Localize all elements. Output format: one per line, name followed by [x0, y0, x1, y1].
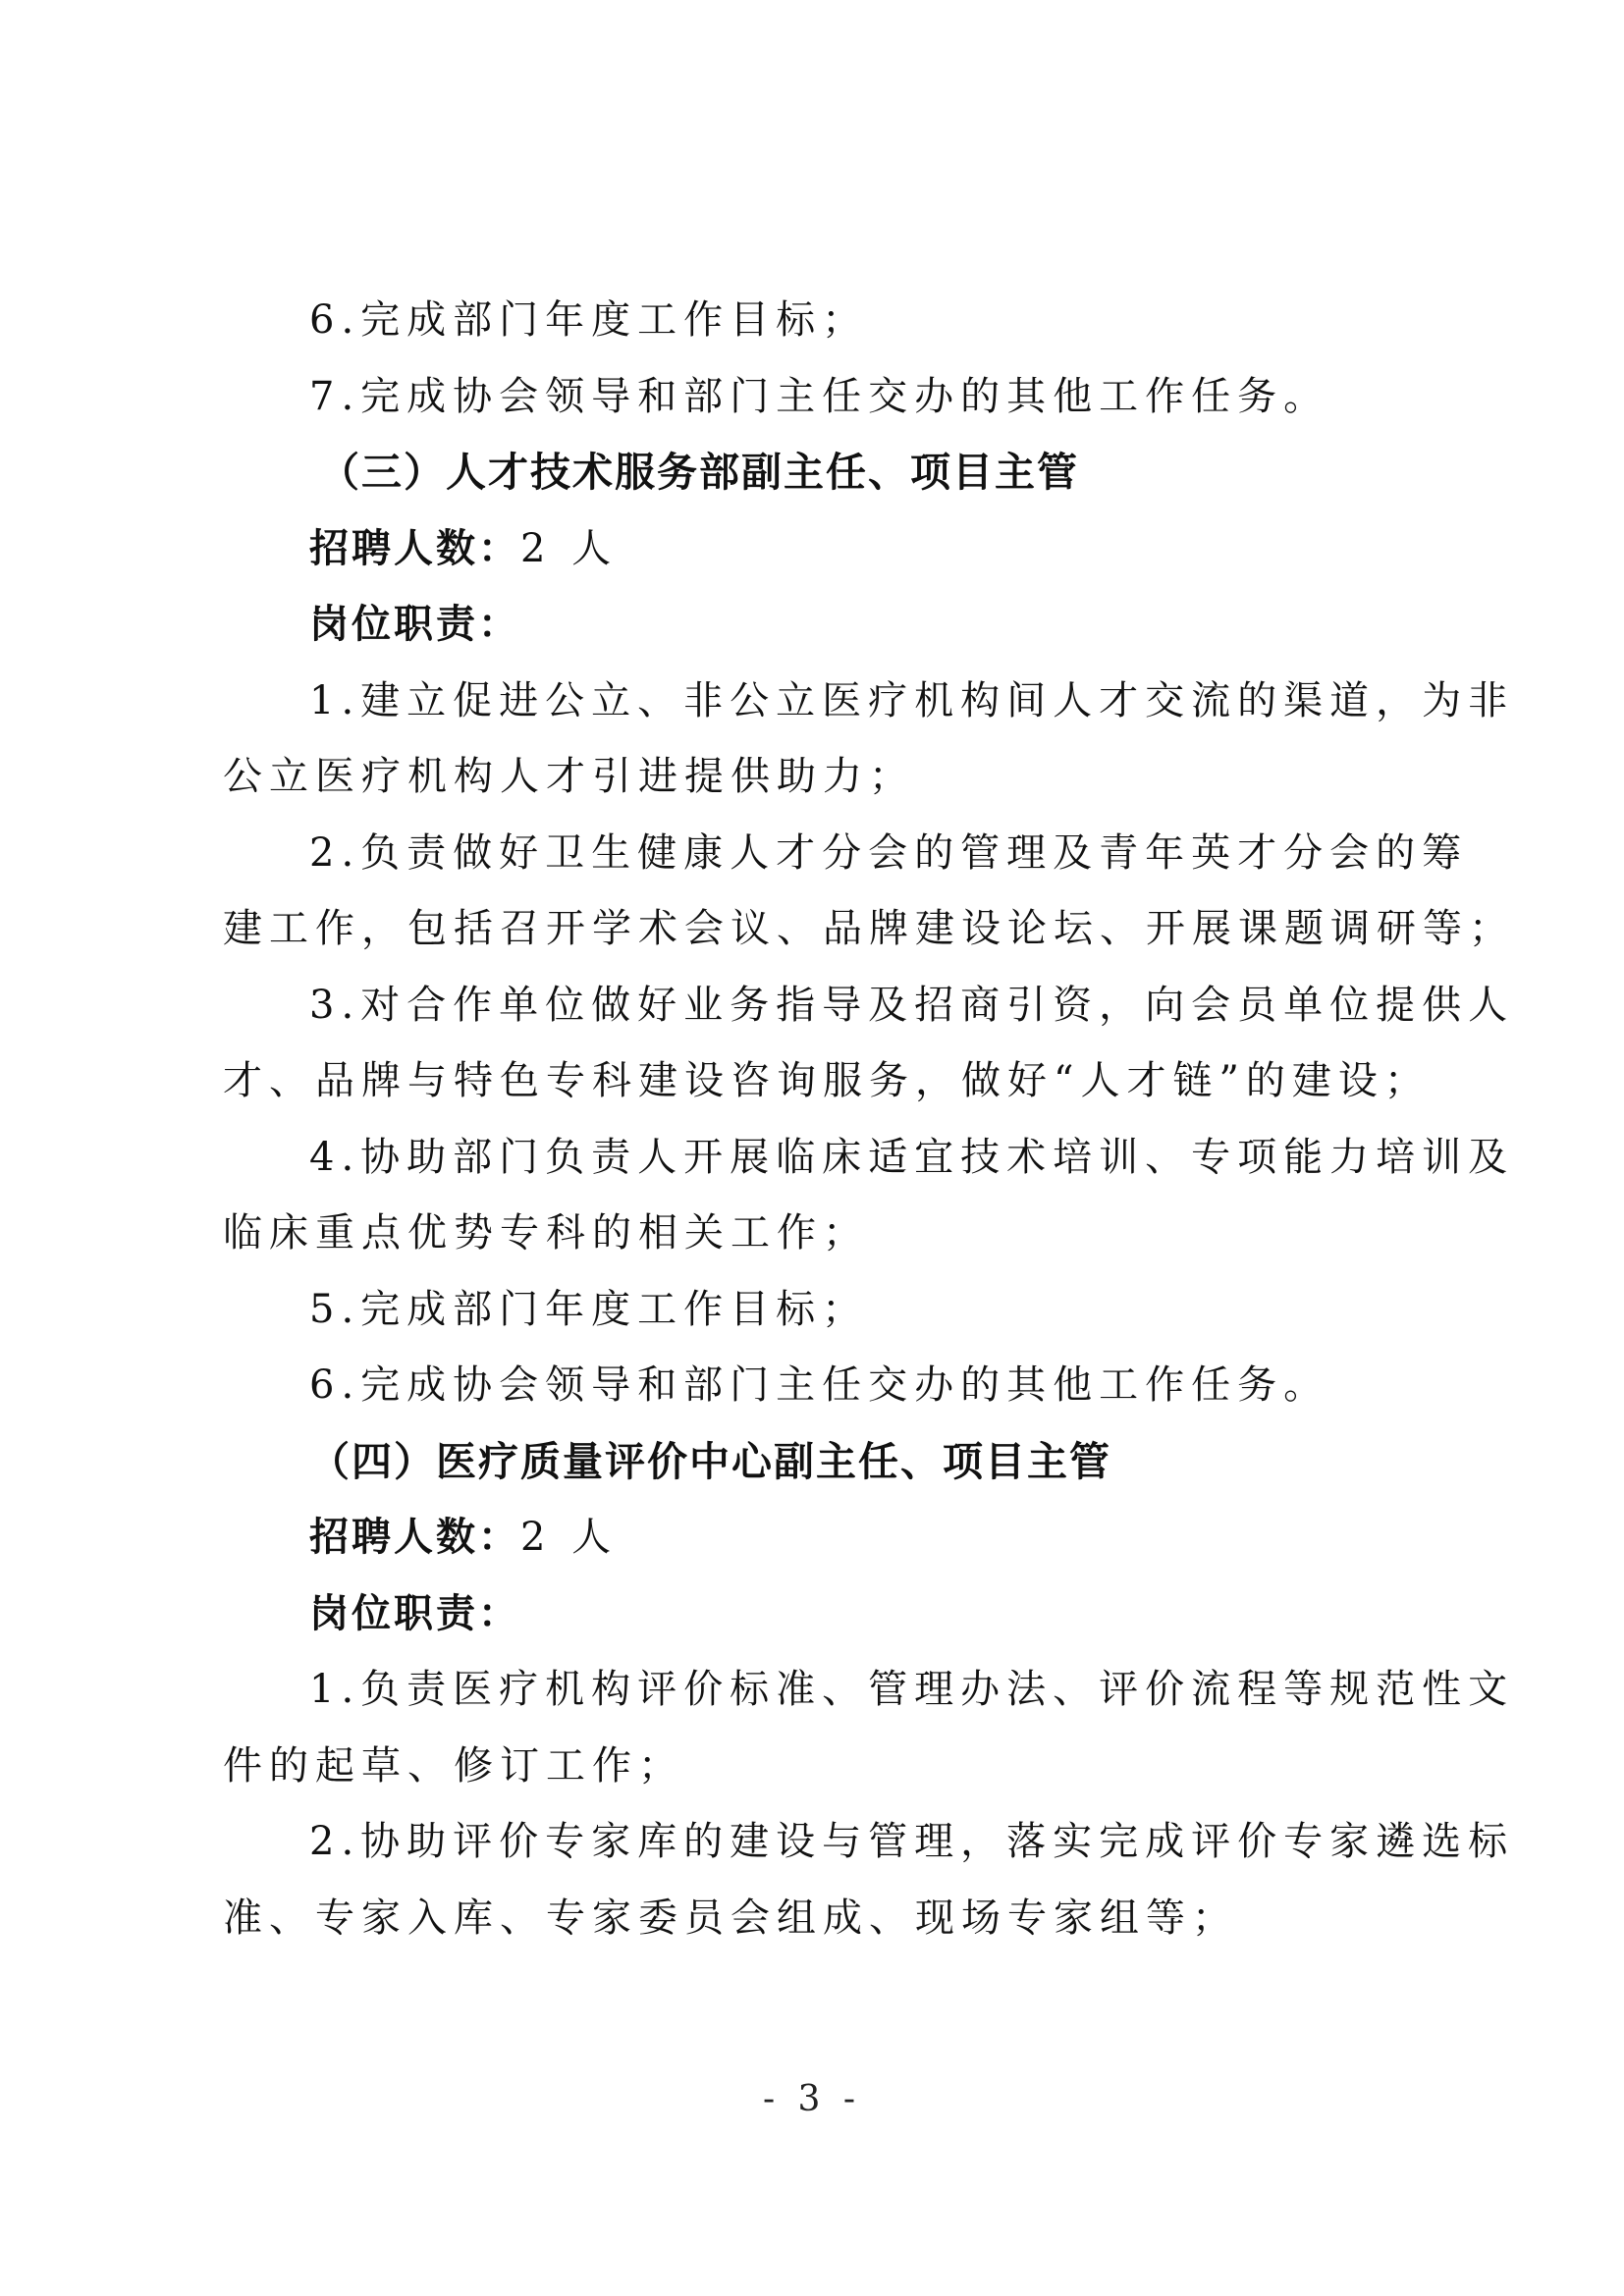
talent-duty-4-line-1: 4.协助部门负责人开展临床适宜技术培训、专项能力培训及	[309, 1134, 1515, 1180]
talent-duty-1-line-2: 公立医疗机构人才引进提供助力；	[223, 754, 915, 799]
talent-duty-2-line-1: 2.负责做好卫生健康人才分会的管理及青年英才分会的筹	[309, 829, 1469, 876]
talent-duty-5: 5.完成部门年度工作目标；	[309, 1286, 869, 1332]
recruitment-count-row	[223, 511, 1426, 588]
talent-duty-1-line-1: 1.建立促进公立、非公立医疗机构间人才交流的渠道，为非	[309, 677, 1515, 723]
section-heading-quality-evaluation: （四）医疗质量评价中心副主任、项目主管	[309, 1437, 1111, 1485]
recruitment-count-value: 2 人	[520, 525, 619, 571]
quality-duty-1-line-2: 件的起草、修订工作；	[223, 1742, 684, 1789]
duties-label: 岗位职责：	[309, 602, 520, 647]
recruitment-count-label: 招聘人数：	[309, 525, 520, 571]
talent-duty-2-line-2: 建工作，包括召开学术会议、品牌建设论坛、开展课题调研等；	[223, 906, 1515, 951]
duty-item-6: 6.完成部门年度工作目标；	[309, 297, 869, 343]
recruitment-count-row-2	[223, 1500, 1426, 1576]
talent-duty-3-line-1: 3.对合作单位做好业务指导及招商引资，向会员单位提供人	[309, 982, 1515, 1028]
document-body	[223, 283, 1515, 1956]
page-number: - 3 -	[762, 2079, 862, 2119]
talent-duty-3-line-2: 才、品牌与特色专科建设咨询服务，做好“人才链”的建设；	[223, 1058, 1431, 1103]
duties-label-2: 岗位职责：	[309, 1590, 520, 1636]
talent-duty-4-line-2: 临床重点优势专科的相关工作；	[223, 1210, 869, 1255]
recruitment-count-value-2: 2 人	[520, 1515, 619, 1560]
quality-duty-1-line-1: 1.负责医疗机构评价标准、管理办法、评价流程等规范性文	[309, 1667, 1515, 1712]
quality-duty-2-line-2: 准、专家入库、专家委员会组成、现场专家组等；	[223, 1895, 1238, 1941]
section-heading-talent-service: （三）人才技术服务部副主任、项目主管	[319, 449, 1079, 496]
duty-item-7: 7.完成协会领导和部门主任交办的其他工作任务。	[309, 373, 1330, 419]
quality-duty-2-line-1: 2.协助评价专家库的建设与管理，落实完成评价专家遴选标	[309, 1819, 1515, 1864]
recruitment-count-label-2: 招聘人数：	[309, 1515, 520, 1560]
talent-duty-6: 6.完成协会领导和部门主任交办的其他工作任务。	[309, 1362, 1330, 1408]
